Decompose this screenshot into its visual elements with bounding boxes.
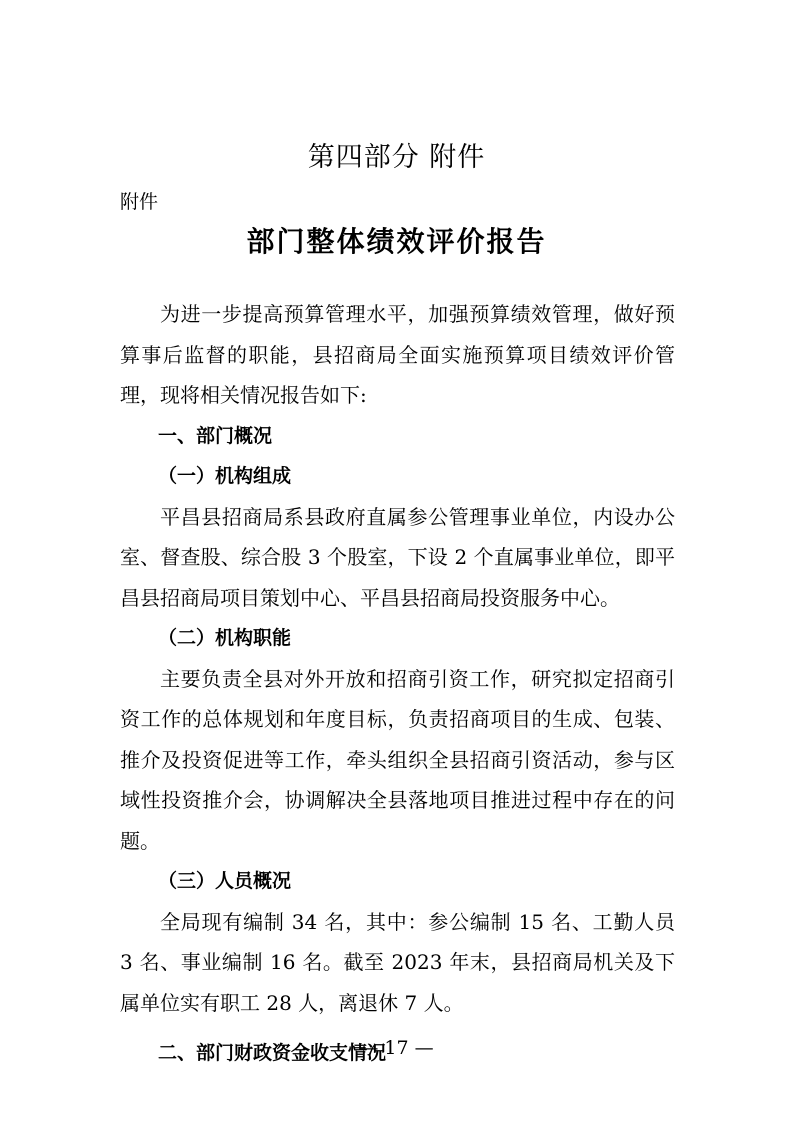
annex-label: 附件 [120, 191, 159, 213]
section-heading-overview: 一、部门概况 [158, 424, 273, 447]
page-number: — 17 — [359, 1037, 434, 1059]
staff-paragraph: 全局现有编制 34 名，其中：参公编制 15 名、工勤人员 3 名、事业编制 16 名。截至 2023 年末，县招商局机关及下属单位实有职工 28 人，离退休 7 人。 [120, 909, 675, 1015]
subsection-heading-functions: （二）机构职能 [158, 627, 292, 649]
organization-paragraph: 平昌县招商局系县政府直属参公管理事业单位，内设办公室、督查股、综合股 3 个股室，下设 2 个直属事业单位，即平昌县招商局项目策划中心、平昌县招商局投资服务中心。 [120, 504, 675, 610]
report-title: 部门整体绩效评价报告 [246, 225, 547, 258]
section-heading-finance: 二、部门财政资金收支情况 [158, 1042, 387, 1064]
subsection-heading-staff: （三）人员概况 [158, 870, 292, 892]
functions-paragraph: 主要负责全县对外开放和招商引资工作，研究拟定招商引资工作的总体规划和年度目标，负责招商项目的生成、包装、推介及投资促进等工作，牵头组织全县招商引资活动，参与区域性投资推介会，协调解决全县落地项目推进过程中存在的问题。 [120, 666, 675, 853]
part-title: 第四部分 附件 [307, 142, 486, 173]
subsection-heading-organization: （一）机构组成 [158, 465, 292, 487]
intro-paragraph: 为进一步提高预算管理水平，加强预算绩效管理，做好预算事后监督的职能，县招商局全面实施预算项目绩效评价管理，现将相关情况报告如下: [120, 302, 675, 407]
report-body [120, 294, 675, 1074]
